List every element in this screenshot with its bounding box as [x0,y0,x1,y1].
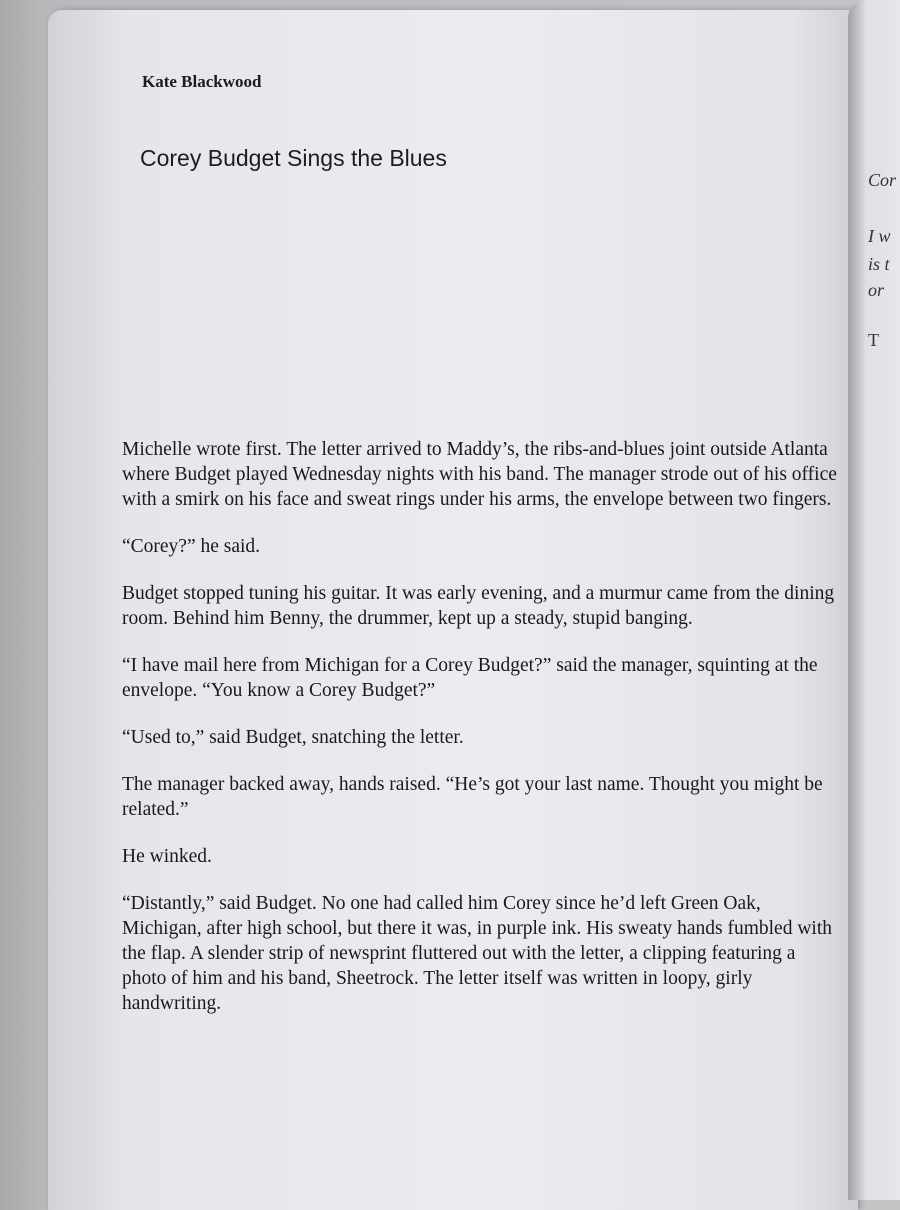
next-page-fragment: I w [868,226,891,246]
paragraph: “Corey?” he said. [122,536,261,557]
next-page-edge [848,0,900,1200]
paragraph: He winked. [122,846,212,867]
paragraph: “Distantly,” said Budget. No one had called him Corey since he’d left Green Oak, Michigan, after high school, but there it was, in purple ink. His sweaty hands fumbled with the flap. A slender strip of newsprint fluttered out with the letter, a clipping featuring a photo of him and his band, Sheetrock. The letter itself was written in loopy, girly handwriting. [122,893,832,1014]
paragraph: “Used to,” said Budget, snatching the letter. [122,727,464,748]
next-page-fragment: or [868,280,885,300]
paragraph: Michelle wrote first. The letter arrived to Maddy’s, the ribs-and-blues joint outside Atlanta where Budget played Wednesday nights with his band. The manager strode out of his office with a smirk on his face and sweat rings under his arms, the envelope between two fingers. [122,439,837,510]
paragraph: Budget stopped tuning his guitar. It was early evening, and a murmur came from the dining room. Behind him Benny, the drummer, kept up a steady, stupid banging. [122,583,835,629]
next-page-fragment: Cor [868,170,897,190]
running-header-author: Kate Blackwood [142,72,262,91]
next-page-fragment: T [868,330,879,350]
story-body [122,437,837,1038]
story-title: Corey Budget Sings the Blues [140,145,447,171]
paragraph: “I have mail here from Michigan for a Corey Budget?” said the manager, squinting at the envelope. “You know a Corey Budget?” [122,655,818,701]
next-page-fragment: is t [868,254,890,274]
paragraph: The manager backed away, hands raised. “He’s got your last name. Thought you might be related.” [122,774,823,820]
